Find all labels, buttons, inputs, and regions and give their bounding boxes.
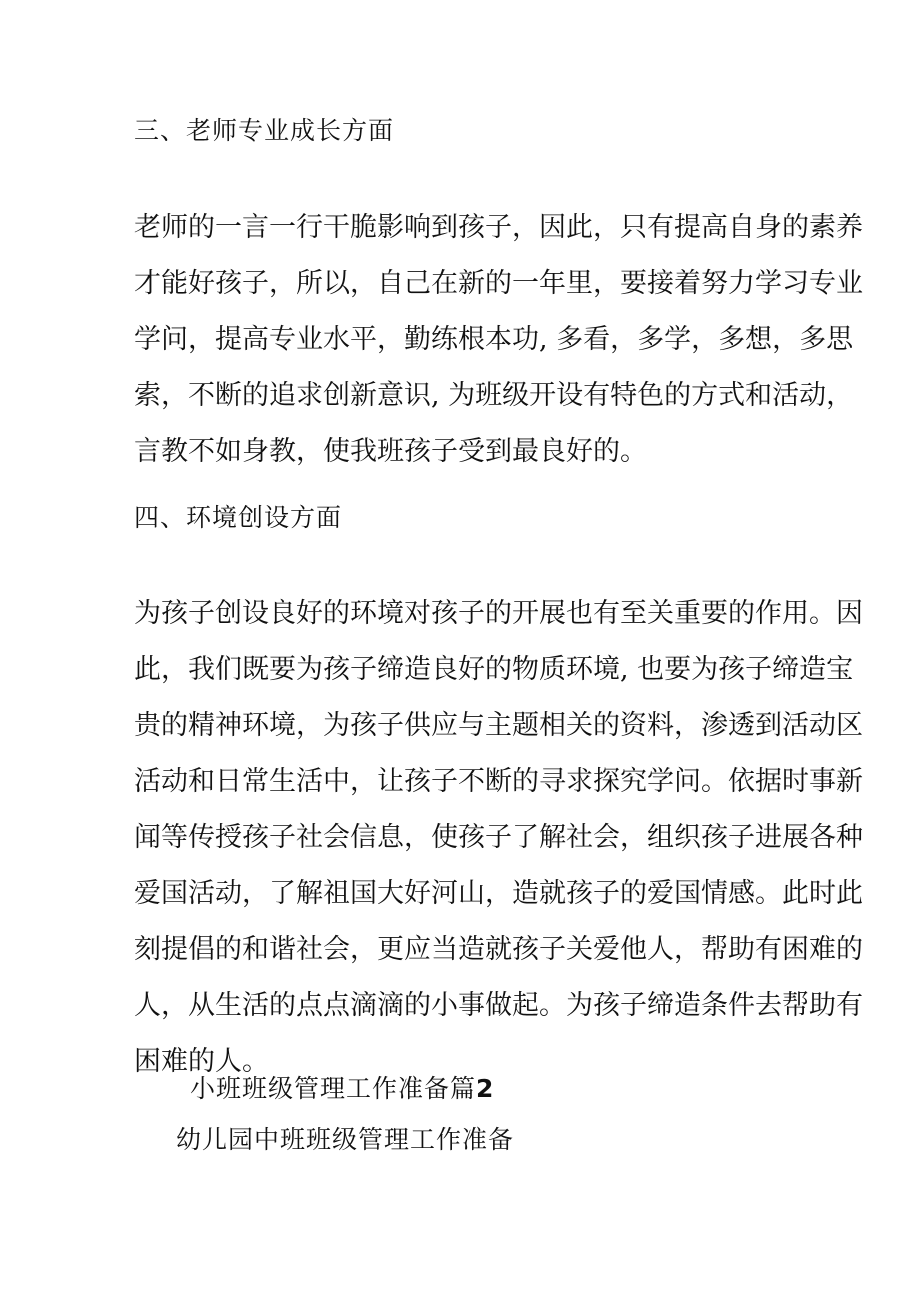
paragraph-line: 爱国活动，了解祖国大好河山，造就孩子的爱国情感。此时此 <box>134 878 863 909</box>
paragraph-line: 言教不如身教，使我班孩子受到最良好的。 <box>134 436 647 467</box>
paragraph-line: 困难的人。 <box>134 1046 269 1077</box>
paragraph-line: 人，从生活的点点滴滴的小事做起。为孩子缔造条件去帮助有 <box>134 990 863 1021</box>
document-title <box>190 1072 494 1106</box>
paragraph-line: 闻等传授孩子社会信息，使孩子了解社会，组织孩子进展各种 <box>134 822 863 853</box>
paragraph-line: 才能好孩子，所以，自己在新的一年里，要接着努力学习专业 <box>134 268 863 299</box>
paragraph-line: 此，我们既要为孩子缔造良好的物质环境, 也要为孩子缔造宝 <box>134 654 854 685</box>
paragraph-line: 贵的精神环境，为孩子供应与主题相关的资料，渗透到活动区 <box>134 710 863 741</box>
paragraph-line: 刻提倡的和谐社会，更应当造就孩子关爱他人，帮助有困难的 <box>134 934 863 965</box>
paragraph-line: 老师的一言一行干脆影响到孩子，因此，只有提高自身的素养 <box>134 212 863 243</box>
document-title-number: 2 <box>476 1074 495 1103</box>
document-title-text: 小班班级管理工作准备篇 <box>190 1074 477 1103</box>
section-4-paragraph <box>134 586 863 1090</box>
paragraph-line: 为孩子创设良好的环境对孩子的开展也有至关重要的作用。因 <box>134 598 863 629</box>
section-3-paragraph <box>134 200 863 480</box>
section-4-heading: 四、环境创设方面 <box>134 503 343 532</box>
paragraph-line: 学问，提高专业水平，勤练根本功, 多看，多学，多想，多思 <box>134 324 854 355</box>
paragraph-line: 活动和日常生活中，让孩子不断的寻求探究学问。依据时事新 <box>134 766 863 797</box>
document-subtitle: 幼儿园中班班级管理工作准备 <box>176 1125 515 1154</box>
paragraph-line: 索，不断的追求创新意识, 为班级开设有特色的方式和活动， <box>134 380 854 411</box>
section-3-heading: 三、老师专业成长方面 <box>134 116 395 145</box>
